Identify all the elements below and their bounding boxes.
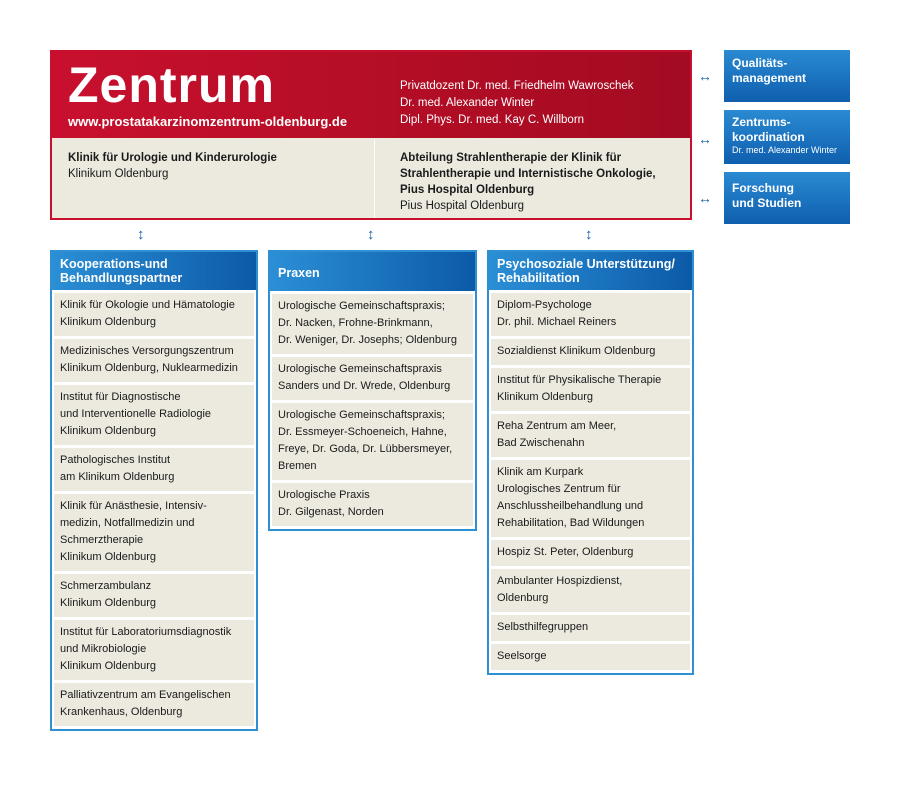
list-item — [54, 620, 254, 680]
list-item-line: Oldenburg — [497, 592, 549, 604]
vertical-arrow-icon: ↕ — [585, 226, 593, 243]
radiotherapy-title-line: Abteilung Strahlentherapie der Klinik für — [400, 152, 622, 164]
center-divider — [374, 140, 375, 218]
bidirectional-arrow-icon: ↔ — [698, 131, 712, 147]
list-item-line: Klinikum Oldenburg — [60, 597, 156, 609]
list-item-line: Dr. Gilgenast, Norden — [278, 506, 384, 518]
list-item-line: Klinikum Oldenburg, Nuklearmedizin — [60, 362, 238, 374]
list-item — [272, 357, 473, 400]
bidirectional-arrow-icon: ↔ — [698, 68, 712, 84]
side-tag-title-line: Forschung — [732, 181, 794, 195]
bidirectional-arrow-icon: ↔ — [698, 190, 712, 206]
radiotherapy-department — [400, 150, 656, 214]
list-item-line: Institut für Laboratoriumsdiagnostik — [60, 626, 232, 638]
list-item-line: Seelsorge — [497, 650, 547, 662]
column-header — [489, 252, 692, 290]
list-item-line: Klinik am Kurpark — [497, 466, 584, 478]
list-item-line: Institut für Physikalische Therapie — [497, 374, 662, 386]
column-psychosocial — [487, 250, 694, 675]
list-item-line: Freye, Dr. Goda, Dr. Lübbersmeyer, — [278, 443, 453, 455]
list-item-line: Sanders und Dr. Wrede, Oldenburg — [278, 380, 451, 392]
column-header — [52, 252, 256, 290]
column-title-line: Rehabilitation — [497, 271, 580, 285]
list-item — [272, 294, 473, 354]
list-item-line: Reha Zentrum am Meer, — [497, 420, 617, 432]
list-item — [491, 569, 690, 612]
side-tag-title-line: Qualitäts- — [732, 56, 788, 70]
list-item-line: Urologische Gemeinschaftspraxis — [278, 363, 442, 375]
list-item — [491, 615, 690, 641]
list-item-line: Dr. Weniger, Dr. Josephs; Oldenburg — [278, 334, 457, 346]
list-item-line: Sozialdienst Klinikum Oldenburg — [497, 345, 656, 357]
side-tag-quality-management[interactable] — [724, 50, 850, 102]
column-title-line: Psychosoziale Unterstützung/ — [497, 257, 675, 271]
vertical-arrow-icon: ↕ — [367, 226, 375, 243]
urology-clinic-title: Klinik für Urologie und Kinderurologie — [68, 152, 277, 164]
list-item-line: Diplom-Psychologe — [497, 299, 592, 311]
list-item-line: Klinik für Anästhesie, Intensiv- — [60, 500, 207, 512]
list-item-line: Urologische Gemeinschaftspraxis; — [278, 409, 445, 421]
center-header — [52, 52, 690, 138]
list-item-line: am Klinikum Oldenburg — [60, 471, 175, 483]
list-item-line: Pathologisches Institut — [60, 454, 171, 466]
list-item-line: Selbsthilfegruppen — [497, 621, 589, 633]
list-item — [54, 339, 254, 382]
list-item-line: Klinikum Oldenburg — [60, 425, 156, 437]
list-item-line: Schmerztherapie — [60, 534, 144, 546]
list-item-line: Medizinisches Versorgungszentrum — [60, 345, 234, 357]
column-title-line: Kooperations-und — [60, 257, 168, 271]
list-item — [272, 483, 473, 526]
side-tag-title-line: und Studien — [732, 196, 802, 210]
list-item-line: Klinikum Oldenburg — [497, 391, 593, 403]
list-item — [491, 293, 690, 336]
column-items — [52, 293, 256, 726]
list-item-line: Urologisches Zentrum für — [497, 483, 621, 495]
side-tag-subtitle: Dr. med. Alexander Winter — [732, 145, 838, 155]
list-item-line: Dr. Essmeyer-Schoeneich, Hahne, — [278, 426, 447, 438]
person-name: Dr. med. Alexander Winter — [400, 97, 535, 109]
center-title: Zentrum — [68, 57, 275, 113]
list-item-line: Urologische Praxis — [278, 489, 370, 501]
list-item — [54, 574, 254, 617]
side-tag-title-line: koordination — [732, 130, 805, 144]
column-title-line: Behandlungspartner — [60, 271, 183, 285]
list-item — [54, 293, 254, 336]
list-item-line: Klinikum Oldenburg — [60, 551, 156, 563]
list-item — [491, 644, 690, 670]
list-item — [54, 683, 254, 726]
list-item-line: Dr. phil. Michael Reiners — [497, 316, 617, 328]
center-people — [400, 78, 634, 129]
list-item — [54, 385, 254, 445]
list-item — [491, 460, 690, 537]
list-item — [54, 494, 254, 571]
side-tag-title-line: management — [732, 71, 807, 85]
list-item — [54, 448, 254, 491]
urology-clinic — [68, 150, 277, 182]
column-practices — [268, 250, 477, 531]
list-item-line: Klinik für Okologie und Hämatologie — [60, 299, 235, 311]
radiotherapy-title-line: Strahlentherapie und Internistische Onkologie, — [400, 168, 656, 180]
list-item-line: und Interventionelle Radiologie — [60, 408, 212, 420]
side-tag-title-line: Zentrums- — [732, 115, 791, 129]
vertical-arrow-icon: ↕ — [137, 226, 145, 243]
side-tag-research[interactable] — [724, 172, 850, 224]
radiotherapy-sub: Pius Hospital Oldenburg — [400, 200, 525, 212]
urology-clinic-sub: Klinikum Oldenburg — [68, 168, 169, 180]
list-item-line: Palliativzentrum am Evangelischen — [60, 689, 231, 701]
list-item-line: Krankenhaus, Oldenburg — [60, 706, 183, 718]
list-item — [491, 368, 690, 411]
list-item-line: Institut für Diagnostische — [60, 391, 181, 403]
column-header — [270, 252, 475, 291]
list-item-line: Anschlussheilbehandlung und — [497, 500, 644, 512]
list-item-line: Bremen — [278, 460, 317, 472]
center-box — [50, 50, 692, 220]
list-item-line: Dr. Nacken, Frohne-Brinkmann, — [278, 317, 433, 329]
column-items — [270, 294, 475, 526]
list-item — [491, 339, 690, 365]
list-item-line: medizin, Notfallmedizin und — [60, 517, 195, 529]
person-name: Privatdozent Dr. med. Friedhelm Wawroschek — [400, 80, 634, 92]
list-item-line: Klinikum Oldenburg — [60, 316, 156, 328]
list-item-line: Bad Zwischenahn — [497, 437, 585, 449]
radiotherapy-title-line: Pius Hospital Oldenburg — [400, 184, 535, 196]
column-items — [489, 293, 692, 670]
column-title-line: Praxen — [278, 266, 320, 280]
list-item-line: Rehabilitation, Bad Wildungen — [497, 517, 645, 529]
list-item-line: und Mikrobiologie — [60, 643, 147, 655]
side-tag-center-coordination[interactable] — [724, 110, 850, 164]
list-item-line: Ambulanter Hospizdienst, — [497, 575, 623, 587]
list-item-line: Schmerzambulanz — [60, 580, 152, 592]
center-url[interactable]: www.prostatakarzinomzentrum-oldenburg.de — [68, 114, 348, 129]
list-item — [491, 540, 690, 566]
column-partners — [50, 250, 258, 731]
list-item-line: Urologische Gemeinschaftspraxis; — [278, 300, 445, 312]
list-item-line: Klinikum Oldenburg — [60, 660, 156, 672]
list-item — [491, 414, 690, 457]
list-item — [272, 403, 473, 480]
person-name: Dipl. Phys. Dr. med. Kay C. Willborn — [400, 114, 585, 126]
list-item-line: Hospiz St. Peter, Oldenburg — [497, 546, 634, 558]
